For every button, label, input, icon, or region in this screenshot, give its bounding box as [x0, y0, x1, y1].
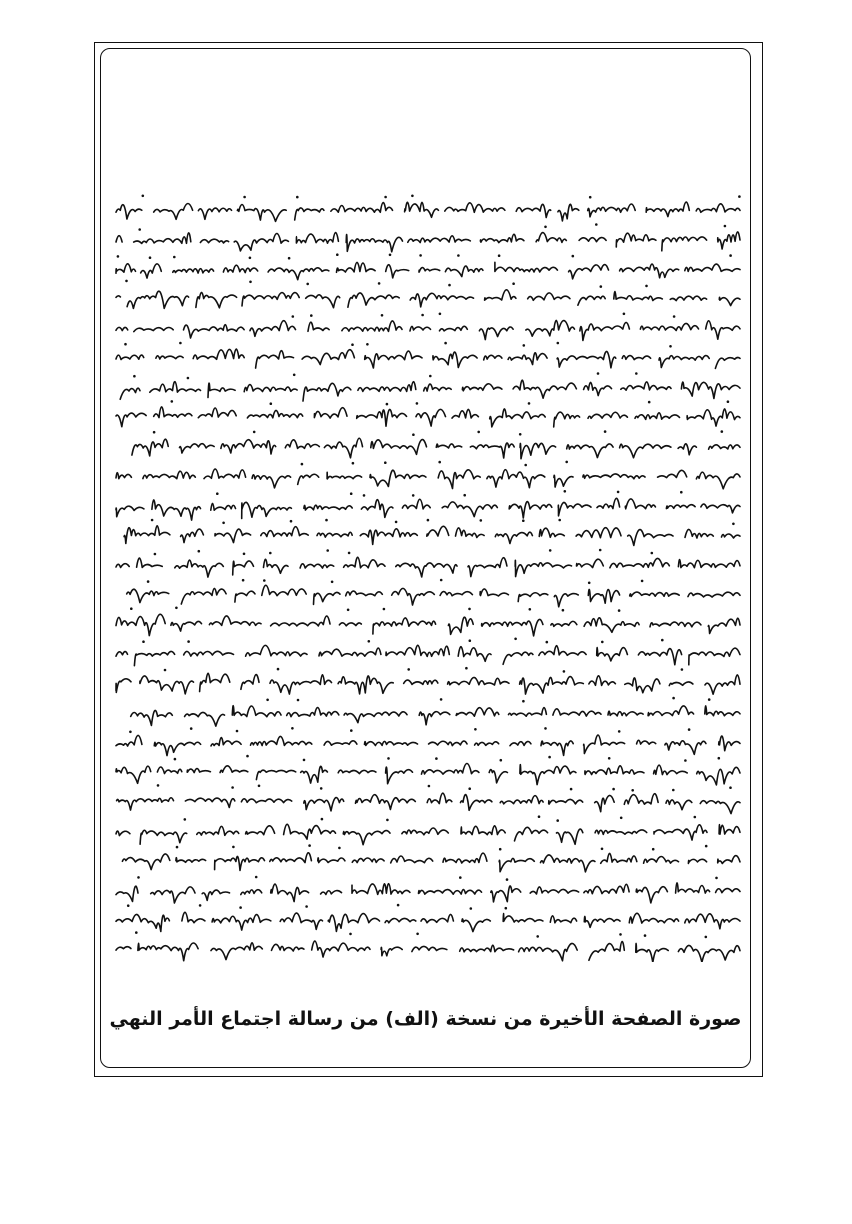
handwritten-line — [116, 223, 740, 252]
ink-dot — [444, 342, 447, 345]
ink-dot — [623, 313, 626, 316]
ink-dot — [644, 934, 647, 937]
ink-dot — [688, 728, 691, 731]
ink-dot — [232, 846, 235, 849]
ink-stroke — [116, 290, 740, 309]
ink-stroke — [116, 614, 740, 636]
ink-dot — [600, 285, 603, 288]
ink-dot — [519, 433, 522, 436]
ink-dot — [253, 431, 256, 434]
ink-dot — [612, 788, 615, 791]
ink-dot — [694, 816, 697, 819]
ink-stroke — [132, 438, 740, 458]
ink-dot — [652, 848, 655, 851]
ink-dot — [724, 225, 727, 228]
handwritten-line — [116, 638, 740, 666]
ink-dot — [416, 402, 419, 405]
ink-dot — [179, 342, 182, 345]
ink-dot — [305, 905, 308, 908]
handwritten-line — [127, 579, 740, 607]
ink-dot — [416, 933, 419, 936]
ink-dot — [419, 254, 422, 257]
ink-dot — [564, 490, 567, 493]
ink-dot — [620, 817, 623, 820]
ink-dot — [384, 461, 387, 464]
ink-dot — [386, 403, 389, 406]
ink-dot — [557, 342, 560, 345]
ink-stroke — [116, 498, 740, 520]
ink-dot — [124, 343, 127, 346]
ink-dot — [631, 789, 634, 792]
ink-dot — [459, 876, 462, 879]
handwritten-line — [116, 755, 740, 785]
ink-dot — [297, 699, 300, 702]
ink-dot — [350, 729, 353, 732]
ink-dot — [395, 521, 398, 524]
ink-dot — [125, 280, 128, 283]
handwritten-line — [116, 549, 740, 577]
ink-dot — [138, 228, 141, 231]
page-caption: صورة الصفحة الأخيرة من نسخة (الف) من رسالة اجتماع الأمر النهي — [109, 1008, 742, 1030]
ink-dot — [216, 492, 219, 495]
ink-dot — [184, 818, 187, 821]
ink-dot — [570, 788, 573, 791]
ink-dot — [142, 195, 145, 198]
ink-dot — [435, 757, 438, 760]
handwritten-line — [131, 697, 740, 726]
ink-dot — [563, 670, 566, 673]
ink-stroke — [116, 262, 740, 279]
ink-dot — [619, 933, 622, 936]
ink-dot — [536, 935, 539, 938]
ink-dot — [129, 731, 132, 734]
ink-dot — [350, 492, 353, 495]
ink-dot — [171, 400, 174, 403]
ink-stroke — [116, 824, 740, 844]
ink-dot — [673, 315, 676, 318]
handwritten-line — [116, 313, 740, 341]
handwritten-line — [116, 253, 740, 279]
ink-stroke — [122, 853, 740, 872]
ink-dot — [243, 196, 246, 199]
ink-dot — [384, 196, 387, 199]
ink-dot — [556, 819, 559, 822]
ink-dot — [648, 401, 651, 404]
handwritten-line — [116, 461, 740, 489]
ink-stroke — [116, 645, 740, 665]
ink-dot — [514, 638, 517, 641]
ink-dot — [303, 759, 306, 762]
ink-dot — [258, 785, 261, 788]
ink-dot — [249, 257, 252, 260]
ink-stroke — [116, 320, 740, 340]
ink-dot — [306, 283, 309, 286]
ink-dot — [651, 552, 654, 555]
ink-dot — [506, 878, 509, 881]
ink-stroke — [116, 202, 740, 221]
ink-dot — [363, 494, 366, 497]
ink-dot — [635, 372, 638, 375]
ink-dot — [522, 519, 525, 522]
ink-dot — [480, 519, 483, 522]
ink-dot — [548, 756, 551, 759]
ink-stroke — [120, 380, 740, 401]
ink-dot — [175, 607, 178, 610]
ink-dot — [383, 608, 386, 611]
ink-dot — [681, 668, 684, 671]
ink-dot — [412, 433, 415, 436]
ink-dot — [558, 519, 561, 522]
ink-stroke — [116, 557, 740, 577]
ink-dot — [597, 372, 600, 375]
ink-dot — [718, 757, 721, 760]
ink-dot — [641, 580, 644, 583]
ink-stroke — [116, 883, 740, 903]
ink-dot — [524, 464, 527, 467]
ink-dot — [499, 848, 502, 851]
ink-dot — [522, 700, 525, 703]
ink-dot — [604, 430, 607, 433]
ink-dot — [546, 641, 549, 644]
ink-dot — [498, 254, 501, 257]
ink-dot — [174, 758, 177, 761]
ink-dot — [320, 787, 323, 790]
ink-dot — [407, 668, 410, 671]
handwritten-line — [116, 195, 741, 222]
ink-dot — [544, 226, 547, 229]
ink-dot — [661, 639, 664, 642]
ink-dot — [347, 609, 350, 612]
ink-dot — [412, 494, 415, 497]
handwritten-line — [116, 490, 740, 520]
ink-dot — [242, 579, 245, 582]
ink-dot — [368, 640, 371, 643]
ink-dot — [176, 846, 179, 849]
handwritten-line — [116, 667, 740, 694]
handwritten-line — [116, 931, 740, 962]
ink-dot — [599, 549, 602, 552]
ink-dot — [130, 607, 133, 610]
ink-dot — [538, 815, 541, 818]
ink-dot — [310, 314, 313, 317]
ink-dot — [153, 431, 156, 434]
handwritten-line — [132, 430, 740, 458]
ink-dot — [243, 553, 246, 556]
ink-dot — [421, 314, 424, 317]
ink-dot — [427, 519, 430, 522]
ink-dot — [366, 343, 369, 346]
ink-dot — [705, 845, 708, 848]
ink-dot — [288, 257, 291, 260]
ink-dot — [164, 669, 167, 672]
ink-dot — [617, 491, 620, 494]
ink-dot — [137, 876, 140, 879]
ink-dot — [729, 786, 732, 789]
ink-dot — [544, 727, 547, 730]
ink-dot — [411, 195, 414, 198]
ink-dot — [336, 253, 339, 256]
handwritten-line — [116, 280, 740, 309]
handwritten-line — [116, 727, 740, 756]
handwritten-line — [116, 400, 740, 427]
ink-dot — [151, 519, 154, 522]
ink-dot — [293, 374, 296, 377]
ink-dot — [135, 931, 138, 934]
ink-dot — [680, 491, 683, 494]
handwritten-line — [116, 904, 740, 932]
ink-dot — [198, 550, 201, 553]
ink-dot — [127, 904, 130, 907]
ink-stroke — [131, 706, 740, 726]
ink-dot — [222, 522, 225, 525]
ink-dot — [187, 640, 190, 643]
ink-dot — [269, 552, 272, 555]
ink-dot — [463, 494, 466, 497]
handwritten-line — [116, 342, 740, 369]
ink-dot — [708, 698, 711, 701]
ink-dot — [469, 639, 472, 642]
ink-dot — [732, 523, 735, 526]
ink-stroke — [116, 469, 740, 489]
ink-stroke — [116, 912, 740, 931]
ink-dot — [331, 581, 334, 584]
ink-dot — [448, 284, 451, 287]
ink-dot — [187, 377, 190, 380]
ink-stroke — [127, 585, 740, 606]
ink-dot — [389, 254, 392, 257]
ink-dot — [729, 254, 732, 257]
ink-stroke — [117, 793, 740, 813]
ink-stroke — [116, 232, 740, 252]
ink-dot — [601, 641, 604, 644]
ink-dot — [236, 730, 239, 733]
ink-dot — [672, 789, 675, 792]
ink-dot — [428, 785, 431, 788]
ink-dot — [351, 343, 354, 346]
ink-dot — [669, 345, 672, 348]
ink-dot — [528, 402, 531, 405]
ink-dot — [457, 254, 460, 257]
ink-dot — [321, 818, 324, 821]
handwritten-line — [116, 815, 740, 844]
ink-dot — [133, 375, 136, 378]
ink-dot — [572, 255, 575, 258]
ink-dot — [439, 313, 442, 316]
ink-dot — [684, 759, 687, 762]
ink-dot — [296, 196, 299, 199]
ink-dot — [386, 819, 389, 822]
ink-dot — [117, 255, 120, 258]
ink-stroke — [116, 735, 740, 756]
ink-dot — [352, 462, 355, 465]
ink-dot — [608, 757, 611, 760]
ink-dot — [290, 520, 293, 523]
ink-dot — [291, 727, 294, 730]
ink-dot — [738, 195, 741, 198]
ink-dot — [325, 519, 328, 522]
ink-dot — [523, 344, 526, 347]
ink-dot — [429, 375, 432, 378]
ink-dot — [266, 699, 269, 702]
ink-dot — [147, 580, 150, 583]
ink-dot — [562, 609, 565, 612]
ink-dot — [190, 727, 193, 730]
ink-dot — [672, 697, 675, 700]
handwritten-line — [120, 372, 740, 401]
handwritten-line — [116, 876, 740, 903]
ink-dot — [440, 579, 443, 582]
ink-dot — [477, 431, 480, 434]
ink-dot — [645, 285, 648, 288]
ink-stroke — [124, 526, 740, 546]
ink-dot — [474, 728, 477, 731]
ink-dot — [565, 461, 568, 464]
ink-dot — [255, 876, 258, 879]
ink-dot — [157, 784, 160, 787]
ink-dot — [292, 315, 295, 318]
ink-dot — [301, 463, 304, 466]
ink-dot — [549, 549, 552, 552]
ink-dot — [326, 549, 329, 552]
ink-dot — [715, 877, 718, 880]
ink-dot — [270, 402, 273, 405]
ink-dot — [618, 730, 621, 733]
ink-dot — [246, 755, 249, 758]
ink-dot — [589, 196, 592, 199]
ink-dot — [308, 844, 311, 847]
ink-stroke — [116, 941, 740, 962]
manuscript-image — [106, 192, 744, 962]
ink-dot — [348, 552, 351, 555]
ink-dot — [512, 282, 515, 285]
ink-dot — [618, 609, 621, 612]
ink-dot — [378, 282, 381, 285]
ink-dot — [470, 907, 473, 910]
ink-dot — [173, 256, 176, 259]
ink-dot — [505, 907, 508, 910]
ink-dot — [595, 223, 598, 226]
ink-dot — [588, 582, 591, 585]
ink-dot — [465, 667, 468, 670]
ink-dot — [500, 759, 503, 762]
ink-stroke — [116, 349, 740, 368]
ink-dot — [468, 787, 471, 790]
ink-dot — [529, 608, 532, 611]
ink-dot — [149, 256, 152, 259]
ink-dot — [154, 553, 157, 556]
handwritten-line — [116, 607, 740, 636]
ink-stroke — [116, 407, 740, 427]
handwritten-line — [117, 784, 740, 813]
ink-dot — [277, 668, 280, 671]
ink-dot — [338, 847, 341, 850]
ink-dot — [199, 904, 202, 907]
ink-dot — [727, 400, 730, 403]
ink-dot — [387, 757, 390, 760]
ink-dot — [440, 698, 443, 701]
ink-stroke — [116, 763, 740, 784]
ink-dot — [381, 314, 384, 317]
ink-dot — [239, 906, 242, 909]
ink-dot — [438, 461, 441, 464]
ink-dot — [397, 904, 400, 907]
ink-dot — [705, 936, 708, 939]
ink-stroke — [116, 673, 740, 694]
ink-dot — [468, 608, 471, 611]
ink-dot — [721, 430, 724, 433]
handwritten-line — [122, 844, 740, 872]
ink-dot — [601, 848, 604, 851]
handwritten-line — [124, 519, 740, 546]
ink-dot — [263, 579, 266, 582]
ink-dot — [349, 933, 352, 936]
ink-dot — [142, 640, 145, 643]
ink-dot — [231, 786, 234, 789]
ink-dot — [249, 281, 252, 284]
